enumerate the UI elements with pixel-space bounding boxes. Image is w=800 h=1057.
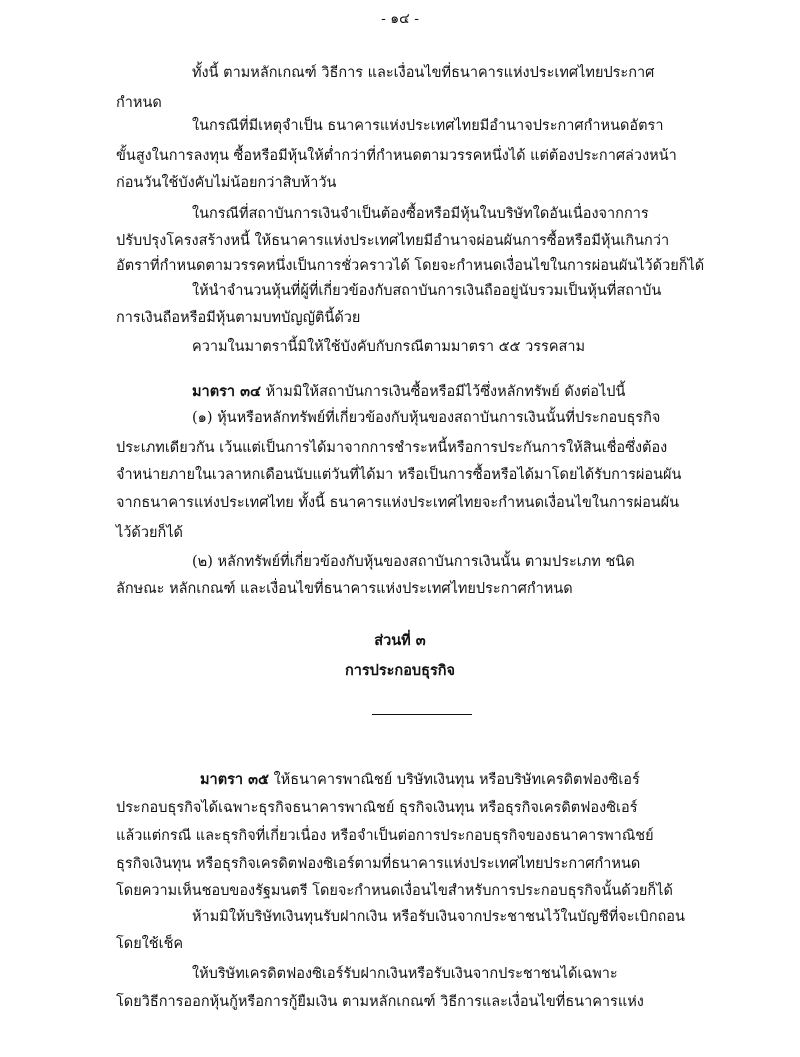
text-line: การเงินถือหรือมีหุ้นตามบทบัญญัตินี้ด้วย — [116, 310, 361, 326]
page-number: - ๑๔ - — [381, 11, 419, 27]
text-line: ขั้นสูงในการลงทุน ซื้อหรือมีหุ้นให้ต่ำกว่าที่กำหนดตามวรรคหนึ่งได้ แต่ต้องประกาศล่วงหน้า — [116, 148, 677, 164]
text-line: ปรับปรุงโครงสร้างหนี้ ให้ธนาคารแห่งประเทศไทยมีอำนาจผ่อนผันการซื้อหรือมีหุ้นเกินกว่า — [116, 233, 670, 249]
section-35-heading: มาตรา ๓๕ — [200, 771, 269, 788]
text-line: ให้นำจำนวนหุ้นที่ผู้ที่เกี่ยวข้องกับสถาบันการเงินถืออยู่นับรวมเป็นหุ้นที่สถาบัน — [192, 283, 662, 299]
section-34-heading: มาตรา ๓๔ — [192, 383, 261, 400]
text-line: ก่อนวันใช้บังคับไม่น้อยกว่าสิบห้าวัน — [116, 175, 337, 191]
part-subtitle: การประกอบธุรกิจ — [344, 662, 456, 679]
text-line: ประเภทเดียวกัน เว้นแต่เป็นการได้มาจากการชำระหนี้หรือการประกันการให้สินเชื่อซึ่งต้อง — [116, 440, 668, 456]
text-line: ประกอบธุรกิจได้เฉพาะธุรกิจธนาคารพาณิชย์ ธุรกิจเงินทุน หรือธุรกิจเครดิตฟองซิเอร์ — [116, 800, 638, 816]
section-35-line — [200, 769, 640, 791]
text-line: (๑) หุ้นหรือหลักทรัพย์ที่เกี่ยวข้องกับหุ้นของสถาบันการเงินนั้นที่ประกอบธุรกิจ — [192, 410, 661, 426]
text-line: แล้วแต่กรณี และธุรกิจที่เกี่ยวเนื่อง หรือจำเป็นต่อการประกอบธุรกิจของธนาคารพาณิชย์ — [116, 828, 654, 844]
text-line: ห้ามมิให้บริษัทเงินทุนรับฝากเงิน หรือรับเงินจากประชาชนไว้ในบัญชีที่จะเบิกถอน — [192, 909, 685, 925]
section-34-line — [192, 381, 625, 403]
text-line: ความในมาตรานี้มิให้ใช้บังคับกับกรณีตามมาตรา ๕๕ วรรคสาม — [192, 339, 586, 355]
text-line: ไว้ด้วยก็ได้ — [116, 525, 183, 541]
text-line: โดยใช้เช็ค — [116, 936, 184, 952]
text-line: จากธนาคารแห่งประเทศไทย ทั้งนี้ ธนาคารแห่งประเทศไทยจะกำหนดเงื่อนไขในการผ่อนผัน — [116, 495, 680, 511]
text-line: โดยความเห็นชอบของรัฐมนตรี โดยจะกำหนดเงื่อนไขสำหรับการประกอบธุรกิจนั้นด้วยก็ได้ — [116, 883, 673, 899]
text-line: ในกรณีที่มีเหตุจำเป็น ธนาคารแห่งประเทศไทยมีอำนาจประกาศกำหนดอัตรา — [192, 118, 664, 134]
section-34-text: ห้ามมิให้สถาบันการเงินซื้อหรือมีไว้ซึ่งหลักทรัพย์ ดังต่อไปนี้ — [265, 384, 626, 400]
text-line: ให้บริษัทเครดิตฟองซิเอร์รับฝากเงินหรือรับเงินจากประชาชนได้เฉพาะ — [192, 966, 618, 982]
text-line: ลักษณะ หลักเกณฑ์ และเงื่อนไขที่ธนาคารแห่งประเทศไทยประกาศกำหนด — [116, 581, 573, 597]
text-line: กำหนด — [116, 95, 162, 111]
text-line: ในกรณีที่สถาบันการเงินจำเป็นต้องซื้อหรือมีหุ้นในบริษัทใดอันเนื่องจากการ — [192, 206, 649, 222]
text-line: จำหน่ายภายในเวลาหกเดือนนับแต่วันที่ได้มา หรือเป็นการซื้อหรือได้มาโดยได้รับการผ่อนผัน — [116, 467, 682, 483]
text-line: ทั้งนี้ ตามหลักเกณฑ์ วิธีการ และเงื่อนไขที่ธนาคารแห่งประเทศไทยประกาศ — [192, 65, 655, 81]
divider — [372, 714, 472, 715]
part-title: ส่วนที่ ๓ — [374, 632, 426, 649]
text-line: อัตราที่กำหนดตามวรรคหนึ่งเป็นการชั่วคราวได้ โดยจะกำหนดเงื่อนไขในการผ่อนผันไว้ด้วยก็ได้ — [116, 258, 705, 274]
text-line: โดยวิธีการออกหุ้นกู้หรือการกู้ยืมเงิน ตามหลักเกณฑ์ วิธีการและเงื่อนไขที่ธนาคารแห่ง — [116, 994, 644, 1010]
section-35-text: ให้ธนาคารพาณิชย์ บริษัทเงินทุน หรือบริษัทเครดิตฟองซิเอร์ — [273, 772, 640, 788]
text-line: ธุรกิจเงินทุน หรือธุรกิจเครดิตฟองซิเอร์ตามที่ธนาคารแห่งประเทศไทยประกาศกำหนด — [116, 856, 641, 872]
text-line: (๒) หลักทรัพย์ที่เกี่ยวข้องกับหุ้นของสถาบันการเงินนั้น ตามประเภท ชนิด — [192, 554, 635, 570]
